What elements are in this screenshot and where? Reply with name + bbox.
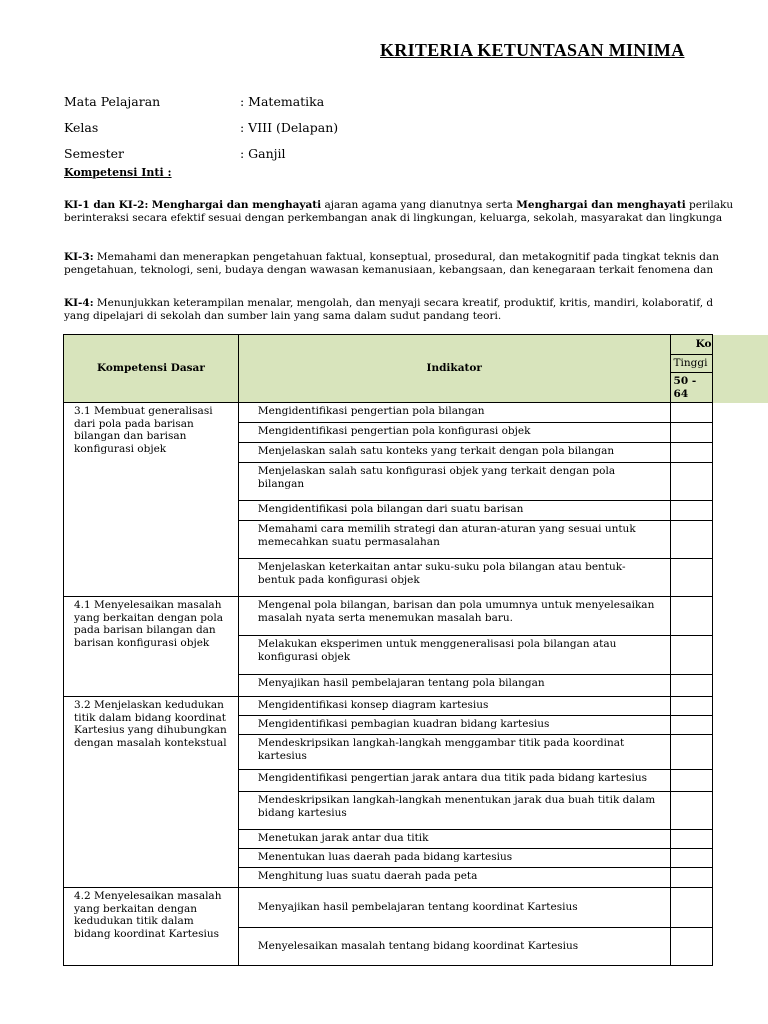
cropped-column — [712, 735, 768, 770]
indicator-cell: Menetukan jarak antar dua titik — [238, 830, 670, 849]
cropped-column — [712, 636, 768, 675]
meta-value: : Matematika — [240, 94, 325, 109]
table-row — [64, 403, 768, 423]
ki-text: pengetahuan, teknologi, seni, budaya dengan wawasan kemanusiaan, kebangsaan, dan kenegaraan terkait fenomena dan — [64, 264, 714, 276]
score-cell — [670, 501, 712, 521]
header-indikator: Indikator — [238, 335, 670, 403]
ki-tag: KI-1 dan KI-2: — [64, 199, 149, 211]
indicator-cell: Mengenal pola bilangan, barisan dan pola umumnya untuk menyelesaikan masalah nyata serta menemukan masalah baru. — [238, 597, 670, 636]
cropped-column — [712, 770, 768, 792]
ki-tag: KI-3: — [64, 251, 94, 263]
cropped-column — [712, 697, 768, 716]
indicator-cell: Menghitung luas suatu daerah pada peta — [238, 868, 670, 888]
score-cell — [670, 463, 712, 501]
score-cell — [670, 792, 712, 830]
score-cell — [670, 521, 712, 559]
ki-text: ajaran agama yang dianutnya serta — [321, 199, 517, 211]
indicator-cell: Mengidentifikasi pengertian pola konfigurasi objek — [238, 423, 670, 443]
score-cell — [670, 597, 712, 636]
ki-bold-text: Menghargai dan menghayati — [516, 199, 686, 211]
score-cell — [670, 868, 712, 888]
score-cell — [670, 849, 712, 868]
cropped-column — [712, 403, 768, 423]
cropped-column — [712, 443, 768, 463]
cropped-column — [712, 675, 768, 697]
indicator-cell: Mengidentifikasi pembagian kuadran bidang kartesius — [238, 716, 670, 735]
meta-label: Semester — [64, 146, 125, 161]
indicator-cell: Menyelesaikan masalah tentang bidang koordinat Kartesius — [238, 928, 670, 966]
meta-value: : VIII (Delapan) — [240, 120, 339, 135]
meta-value: : Ganjil — [240, 146, 286, 161]
indicator-cell: Mengidentifikasi konsep diagram kartesius — [238, 697, 670, 716]
indicator-cell: Memahami cara memilih strategi dan aturan-aturan yang sesuai untuk memecahkan suatu permasalahan — [238, 521, 670, 559]
indicator-cell: Menjelaskan keterkaitan antar suku-suku pola bilangan atau bentuk-bentuk pada konfigurasi objek — [238, 559, 670, 597]
ki-3-paragraph — [64, 251, 768, 277]
score-cell — [670, 559, 712, 597]
score-cell — [670, 770, 712, 792]
competency-cell: 3.2 Menjelaskan kedudukan titik dalam bidang koordinat Kartesius yang dihubungkan dengan masalah kontekstual — [64, 697, 239, 888]
cropped-column — [712, 423, 768, 443]
cropped-column — [712, 928, 768, 966]
score-cell — [670, 928, 712, 966]
score-cell — [670, 735, 712, 770]
score-cell — [670, 423, 712, 443]
score-cell — [670, 403, 712, 423]
score-cell — [670, 888, 712, 928]
indicator-cell: Menyajikan hasil pembelajaran tentang koordinat Kartesius — [238, 888, 670, 928]
indicator-cell: Menyajikan hasil pembelajaran tentang pola bilangan — [238, 675, 670, 697]
score-cell — [670, 830, 712, 849]
indicator-cell: Mendeskripsikan langkah-langkah menggambar titik pada koordinat kartesius — [238, 735, 670, 770]
table-row — [64, 597, 768, 636]
cropped-column — [712, 501, 768, 521]
ki-4-paragraph — [64, 297, 768, 323]
cropped-column — [712, 849, 768, 868]
indicator-cell: Menjelaskan salah satu konfigurasi objek yang terkait dengan pola bilangan — [238, 463, 670, 501]
indicator-cell: Mengidentifikasi pengertian pola bilangan — [238, 403, 670, 423]
meta-label: Kelas — [64, 120, 99, 135]
cropped-column — [712, 888, 768, 928]
cropped-column — [712, 868, 768, 888]
header-criteria-group: Ko — [670, 335, 712, 355]
cropped-column — [712, 830, 768, 849]
table-row — [64, 888, 768, 928]
ki-text: berinteraksi secara efektif sesuai dengan perkembangan anak di lingkungan, keluarga, sekolah, masyarakat dan lingkunga — [64, 212, 723, 224]
header-kompetensi-dasar: Kompetensi Dasar — [64, 335, 239, 403]
table-row — [64, 697, 768, 716]
table-header-row — [64, 335, 768, 355]
score-cell — [670, 697, 712, 716]
header-range: 50 - 64 — [670, 373, 712, 403]
ki-text: perilaku — [685, 199, 734, 211]
ki-text: Menunjukkan keterampilan menalar, mengolah, dan menyaji secara kreatif, produktif, kritis, mandiri, kolaboratif, d — [93, 297, 714, 309]
indicator-cell: Mendeskripsikan langkah-langkah menentukan jarak dua buah titik dalam bidang kartesius — [238, 792, 670, 830]
kkm-table — [63, 334, 768, 966]
header-tinggi: Tinggi — [670, 355, 712, 373]
score-cell — [670, 636, 712, 675]
header-fill — [712, 335, 768, 403]
indicator-cell: Mengidentifikasi pola bilangan dari suatu barisan — [238, 501, 670, 521]
cropped-column — [712, 792, 768, 830]
indicator-cell: Menjelaskan salah satu konteks yang terkait dengan pola bilangan — [238, 443, 670, 463]
indicator-cell: Mengidentifikasi pengertian jarak antara dua titik pada bidang kartesius — [238, 770, 670, 792]
competency-cell: 3.1 Membuat generalisasi dari pola pada barisan bilangan dan barisan konfigurasi objek — [64, 403, 239, 597]
page-title: KRITERIA KETUNTASAN MINIMA — [380, 40, 685, 60]
cropped-column — [712, 559, 768, 597]
ki-bold-text: Menghargai dan menghayati — [151, 199, 322, 211]
cropped-column — [712, 716, 768, 735]
meta-label: Mata Pelajaran — [64, 94, 161, 109]
indicator-cell: Melakukan eksperimen untuk menggeneralisasi pola bilangan atau konfigurasi objek — [238, 636, 670, 675]
competency-cell: 4.2 Menyelesaikan masalah yang berkaitan dengan kedudukan titik dalam bidang koordinat Kartesius — [64, 888, 239, 966]
ki-text: yang dipelajari di sekolah dan sumber lain yang sama dalam sudut pandang teori. — [64, 310, 502, 322]
score-cell — [670, 675, 712, 697]
competency-cell: 4.1 Menyelesaikan masalah yang berkaitan dengan pola pada barisan bilangan dan barisan konfigurasi objek — [64, 597, 239, 697]
indicator-cell: Menentukan luas daerah pada bidang kartesius — [238, 849, 670, 868]
score-cell — [670, 716, 712, 735]
ki-1-2-paragraph — [64, 199, 768, 225]
cropped-column — [712, 463, 768, 501]
core-competence-heading: Kompetensi Inti : — [64, 166, 172, 179]
cropped-column — [712, 597, 768, 636]
score-cell — [670, 443, 712, 463]
ki-text: Memahami dan menerapkan pengetahuan faktual, konseptual, prosedural, dan metakognitif pada tingkat teknis dan — [93, 251, 719, 263]
ki-tag: KI-4: — [64, 297, 94, 309]
cropped-column — [712, 521, 768, 559]
